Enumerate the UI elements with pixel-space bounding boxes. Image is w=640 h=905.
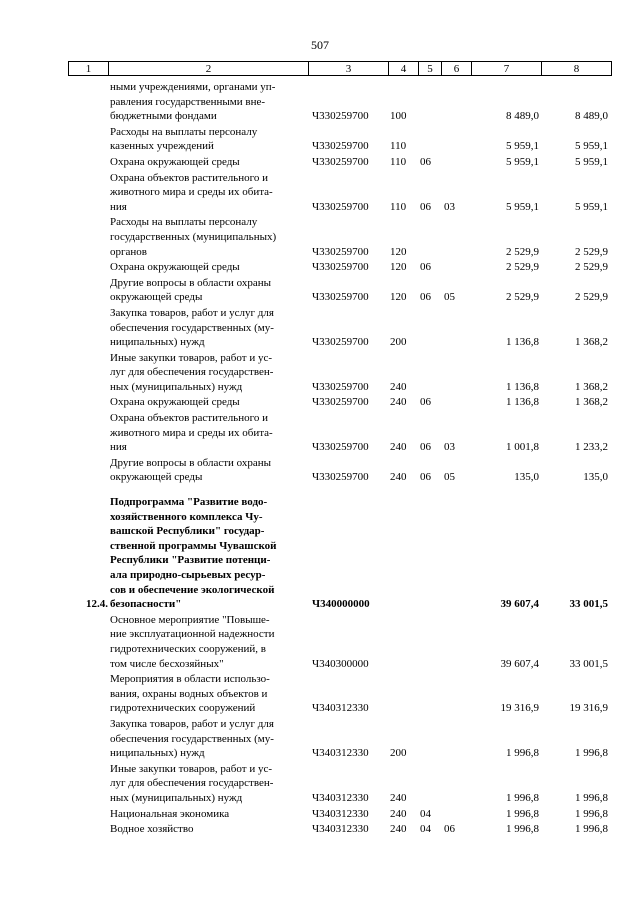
row-name-line: бюджетными фондами xyxy=(110,110,217,123)
classification-code: Ч330259700 xyxy=(312,396,369,409)
amount-col-8: 8 489,0 xyxy=(575,110,608,123)
row-name-line: Иные закупки товаров, работ и ус- xyxy=(110,351,272,364)
row-name-line: Охрана окружающей среды xyxy=(110,261,240,274)
subsection-code: 06 xyxy=(444,823,455,836)
section-code: 06 xyxy=(420,396,431,409)
table-row xyxy=(68,155,611,170)
row-name xyxy=(108,306,308,350)
row-name xyxy=(108,260,308,275)
expense-type-code: 110 xyxy=(390,140,407,153)
row-name xyxy=(108,155,308,170)
row-name-line: казенных учреждений xyxy=(110,140,214,153)
expense-type-code: 240 xyxy=(390,807,407,820)
section-code: 06 xyxy=(420,441,431,454)
expense-type-code: 240 xyxy=(390,791,407,804)
classification-code: Ч330259700 xyxy=(312,380,369,393)
table-row xyxy=(68,395,611,410)
row-name-line: государственных (муниципальных) xyxy=(110,230,277,243)
row-name xyxy=(108,215,308,259)
amount-col-7: 19 316,9 xyxy=(500,702,539,715)
amount-col-7: 39 607,4 xyxy=(500,657,539,670)
amount-col-8: 33 001,5 xyxy=(569,657,608,670)
row-name-line: ных (муниципальных) нужд xyxy=(110,791,243,804)
amount-col-8: 2 529,9 xyxy=(575,291,608,304)
budget-table-body xyxy=(68,80,611,838)
section-code: 04 xyxy=(420,823,431,836)
table-row xyxy=(68,215,611,259)
subsection-code: 03 xyxy=(444,200,455,213)
section-code: 06 xyxy=(420,471,431,484)
subsection-code: 03 xyxy=(444,441,455,454)
amount-col-8: 5 959,1 xyxy=(575,200,608,213)
table-row xyxy=(68,125,611,154)
row-name-line: ными учреждениями, органами уп- xyxy=(110,81,276,93)
classification-code: Ч340312330 xyxy=(312,702,369,715)
column-header: 4 xyxy=(389,62,419,76)
expense-type-code: 200 xyxy=(390,336,407,349)
row-name xyxy=(108,125,308,154)
table-row xyxy=(68,762,611,806)
amount-col-8: 1 233,2 xyxy=(575,441,608,454)
amount-col-8: 33 001,5 xyxy=(569,598,608,611)
table-row xyxy=(68,807,611,822)
classification-code: Ч340312330 xyxy=(312,823,369,836)
row-name xyxy=(108,456,308,485)
classification-code: Ч330259700 xyxy=(312,261,369,274)
row-name-line: животного мира и среды их обита- xyxy=(110,426,273,439)
amount-col-7: 1 996,8 xyxy=(506,747,539,760)
row-name-line: Расходы на выплаты персоналу xyxy=(110,216,258,229)
amount-col-8: 1 996,8 xyxy=(575,747,608,760)
expense-type-code: 110 xyxy=(390,200,407,213)
amount-col-8: 1 996,8 xyxy=(575,807,608,820)
row-name-line: Охрана объектов растительного и xyxy=(110,412,268,425)
row-name-line: Закупка товаров, работ и услуг для xyxy=(110,306,274,319)
classification-code: Ч330259700 xyxy=(312,200,369,213)
table-row xyxy=(68,260,611,275)
row-name-line: ния xyxy=(110,200,127,213)
amount-col-7: 135,0 xyxy=(514,471,539,484)
table-row xyxy=(68,672,611,716)
column-header: 7 xyxy=(472,62,542,76)
amount-col-8: 2 529,9 xyxy=(575,245,608,258)
row-name-line: животного мира и среды их обита- xyxy=(110,186,273,199)
row-name-line: хозяйственного комплекса Чу- xyxy=(110,510,263,523)
amount-col-8: 1 996,8 xyxy=(575,823,608,836)
amount-col-7: 1 996,8 xyxy=(506,807,539,820)
row-name-line: Водное хозяйство xyxy=(110,823,194,836)
row-name-line: гидротехнических сооружений, в xyxy=(110,642,267,655)
section-code: 06 xyxy=(420,261,431,274)
row-name-line: Подпрограмма "Развитие водо- xyxy=(110,496,268,509)
table-row xyxy=(68,411,611,455)
table-row xyxy=(68,306,611,350)
section-code: 06 xyxy=(420,291,431,304)
expense-type-code: 100 xyxy=(390,110,407,123)
row-name-line: окружающей среды xyxy=(110,471,203,484)
row-name-line: луг для обеспечения государствен- xyxy=(110,777,274,790)
column-header-row xyxy=(69,62,612,76)
classification-code: Ч330259700 xyxy=(312,336,369,349)
row-name-line: обеспечения государственных (му- xyxy=(110,732,274,745)
classification-code: Ч340312330 xyxy=(312,807,369,820)
expense-type-code: 120 xyxy=(390,291,407,304)
amount-col-8: 135,0 xyxy=(583,471,608,484)
row-name-line: окружающей среды xyxy=(110,291,203,304)
amount-col-7: 5 959,1 xyxy=(506,200,539,213)
amount-col-7: 5 959,1 xyxy=(506,140,539,153)
row-name-line: вашской Республики" государ- xyxy=(110,525,265,538)
row-name-line: Закупка товаров, работ и услуг для xyxy=(110,717,274,730)
expense-type-code: 240 xyxy=(390,441,407,454)
row-name xyxy=(108,276,308,305)
amount-col-8: 19 316,9 xyxy=(569,702,608,715)
row-name xyxy=(108,80,308,124)
expense-type-code: 120 xyxy=(390,245,407,258)
subsection-code: 05 xyxy=(444,471,455,484)
row-name-line: Мероприятия в области использо- xyxy=(110,673,270,686)
amount-col-8: 1 368,2 xyxy=(575,380,608,393)
amount-col-7: 2 529,9 xyxy=(506,261,539,274)
amount-col-8: 1 368,2 xyxy=(575,396,608,409)
amount-col-7: 39 607,4 xyxy=(500,598,539,611)
row-name-line: ала природно-сырьевых ресур- xyxy=(110,569,266,581)
row-name-line: том числе бесхозяйных" xyxy=(110,657,224,670)
row-name-line: Охрана окружающей среды xyxy=(110,396,240,409)
column-header: 6 xyxy=(442,62,472,76)
amount-col-7: 1 996,8 xyxy=(506,791,539,804)
classification-code: Ч330259700 xyxy=(312,471,369,484)
table-row xyxy=(68,717,611,761)
classification-code: Ч330259700 xyxy=(312,245,369,258)
column-header: 8 xyxy=(542,62,612,76)
amount-col-7: 1 996,8 xyxy=(506,823,539,836)
table-row xyxy=(68,351,611,395)
row-name-line: луг для обеспечения государствен- xyxy=(110,366,274,379)
row-name-line: обеспечения государственных (му- xyxy=(110,321,274,334)
row-name xyxy=(108,351,308,395)
expense-type-code: 240 xyxy=(390,471,407,484)
row-name-line: ние эксплуатационной надежности xyxy=(110,628,275,641)
row-name xyxy=(108,717,308,761)
row-name-line: Национальная экономика xyxy=(110,807,230,820)
row-name-line: сов и обеспечение экологической xyxy=(110,583,275,596)
expense-type-code: 110 xyxy=(390,155,407,168)
table-row xyxy=(68,80,611,124)
amount-col-7: 5 959,1 xyxy=(506,155,539,168)
row-name-line: Республики "Развитие потенци- xyxy=(110,554,271,567)
row-name xyxy=(108,395,308,410)
expense-type-code: 120 xyxy=(390,261,407,274)
page-number: 507 xyxy=(311,38,329,52)
column-header: 5 xyxy=(419,62,442,76)
row-name xyxy=(108,411,308,455)
expense-type-code: 240 xyxy=(390,823,407,836)
table-row xyxy=(68,456,611,485)
row-name-line: Расходы на выплаты персоналу xyxy=(110,125,258,138)
table-row xyxy=(68,822,611,837)
row-name-line: ных (муниципальных) нужд xyxy=(110,380,243,393)
row-name xyxy=(108,672,308,716)
table-row xyxy=(68,276,611,305)
row-name xyxy=(108,495,308,612)
row-name-line: ния xyxy=(110,441,127,454)
amount-col-7: 1 136,8 xyxy=(506,336,539,349)
amount-col-7: 1 136,8 xyxy=(506,380,539,393)
amount-col-8: 1 996,8 xyxy=(575,791,608,804)
section-code: 06 xyxy=(420,155,431,168)
column-header: 1 xyxy=(69,62,109,76)
amount-col-8: 5 959,1 xyxy=(575,140,608,153)
classification-code: Ч330259700 xyxy=(312,110,369,123)
classification-code: Ч330259700 xyxy=(312,441,369,454)
table-row xyxy=(68,171,611,215)
column-header-table xyxy=(68,61,612,76)
row-name-line: Другие вопросы в области охраны xyxy=(110,276,272,289)
amount-col-8: 1 368,2 xyxy=(575,336,608,349)
row-name xyxy=(108,171,308,215)
section-code: 06 xyxy=(420,200,431,213)
amount-col-7: 2 529,9 xyxy=(506,291,539,304)
row-number: 12.4. xyxy=(86,598,108,611)
row-name-line: Основное мероприятие "Повыше- xyxy=(110,613,270,626)
row-name xyxy=(108,807,308,822)
row-name xyxy=(108,762,308,806)
row-name-line: ниципальных) нужд xyxy=(110,336,205,349)
row-name-line: Другие вопросы в области охраны xyxy=(110,456,272,469)
table-row xyxy=(68,613,611,671)
row-name-line: органов xyxy=(110,245,147,258)
column-header: 3 xyxy=(309,62,389,76)
expense-type-code: 240 xyxy=(390,396,407,409)
classification-code: Ч340312330 xyxy=(312,747,369,760)
expense-type-code: 200 xyxy=(390,747,407,760)
amount-col-7: 8 489,0 xyxy=(506,110,539,123)
classification-code: Ч330259700 xyxy=(312,140,369,153)
amount-col-8: 5 959,1 xyxy=(575,155,608,168)
row-name-line: равления государственными вне- xyxy=(110,95,266,108)
row-name-line: гидротехнических сооружений xyxy=(110,702,256,715)
column-header: 2 xyxy=(109,62,309,76)
row-name-line: Иные закупки товаров, работ и ус- xyxy=(110,762,272,775)
classification-code: Ч330259700 xyxy=(312,291,369,304)
section-code: 04 xyxy=(420,807,431,820)
row-name-line: вания, охраны водных объектов и xyxy=(110,687,268,700)
subsection-code: 05 xyxy=(444,291,455,304)
amount-col-7: 2 529,9 xyxy=(506,245,539,258)
amount-col-7: 1 136,8 xyxy=(506,396,539,409)
table-row xyxy=(68,495,611,612)
amount-col-8: 2 529,9 xyxy=(575,261,608,274)
row-name xyxy=(108,613,308,671)
amount-col-7: 1 001,8 xyxy=(506,441,539,454)
classification-code: Ч340000000 xyxy=(312,598,370,611)
row-name-line: ственной программы Чувашской xyxy=(110,539,277,552)
classification-code: Ч340300000 xyxy=(312,657,369,670)
row-name-line: Охрана объектов растительного и xyxy=(110,171,268,184)
row-name-line: Охрана окружающей среды xyxy=(110,155,240,168)
classification-code: Ч330259700 xyxy=(312,155,369,168)
classification-code: Ч340312330 xyxy=(312,791,369,804)
row-name xyxy=(108,822,308,837)
row-name-line: ниципальных) нужд xyxy=(110,747,205,760)
expense-type-code: 240 xyxy=(390,380,407,393)
row-name-line: безопасности" xyxy=(110,598,182,611)
